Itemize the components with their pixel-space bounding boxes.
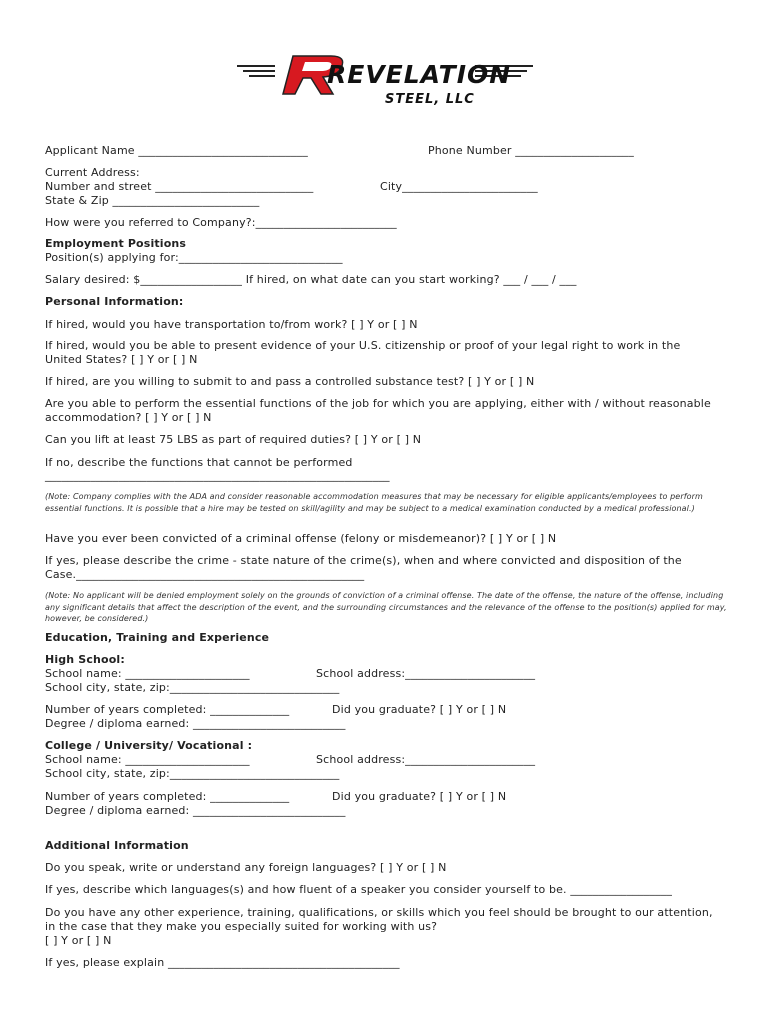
explain-field[interactable]: If yes, please explain _________________________________________ — [45, 956, 400, 969]
college-heading: College / University/ Vocational : — [45, 739, 253, 752]
hs-years-completed-field[interactable]: Number of years completed: ______________ — [45, 703, 290, 716]
functions-not-performed-field[interactable]: _____________________________________________________________ — [45, 469, 390, 482]
current-address-label: Current Address: — [45, 166, 140, 179]
personal-info-heading: Personal Information: — [45, 295, 184, 308]
phone-number-field[interactable]: Phone Number _____________________ — [428, 144, 634, 157]
functions-not-performed-label: If no, describe the functions that cannot be performed — [45, 456, 353, 469]
hs-school-address-field[interactable]: School address:_______________________ — [316, 667, 536, 680]
positions-field[interactable]: Position(s) applying for:_____________________________ — [45, 251, 343, 264]
col-years-completed-field[interactable]: Number of years completed: ______________ — [45, 790, 290, 803]
logo-main-text: REVELATION — [327, 60, 512, 89]
ada-note: (Note: Company complies with the ADA and consider reasonable accommodation measures that may be necessary for eligible applicants/employees to perform essential functions. It is possible that a hire may be tested on skill/agility and may be subject to a medical examination conducted by a medical professional.) — [45, 492, 703, 513]
applicant-name-field[interactable]: Applicant Name ______________________________ — [45, 144, 308, 157]
state-zip-field[interactable]: State & Zip __________________________ — [45, 194, 260, 207]
revelation-steel-logo — [235, 52, 535, 108]
employment-heading: Employment Positions — [45, 237, 187, 250]
col-graduate-question[interactable]: Did you graduate? [ ] Y or [ ] N — [332, 790, 507, 803]
citizenship-answer[interactable]: United States? [ ] Y or [ ] N — [45, 353, 198, 366]
other-experience-question: Do you have any other experience, training, qualifications, or skills which you feel should be brought to our attention, — [45, 906, 713, 919]
additional-info-heading: Additional Information — [45, 839, 189, 852]
other-experience-answer[interactable]: [ ] Y or [ ] N — [45, 934, 112, 947]
hs-degree-field[interactable]: Degree / diploma earned: ___________________________ — [45, 717, 346, 730]
conviction-question[interactable]: Have you ever been convicted of a criminal offense (felony or misdemeanor)? [ ] Y or [ ] N — [45, 532, 557, 545]
col-degree-field[interactable]: Degree / diploma earned: ___________________________ — [45, 804, 346, 817]
languages-detail-field[interactable]: If yes, describe which languages(s) and how fluent of a speaker you consider yourself to be. __________________ — [45, 883, 673, 896]
conviction-note: (Note: No applicant will be denied employment solely on the grounds of conviction of a criminal offense. The date of the offense, the nature of the offense, including any significant details that affect the description of the event, and the surrounding circumstances and the relevance of the offense to the position(s) applied for may, however, be considered.) — [45, 591, 727, 623]
transportation-question[interactable]: If hired, would you have transportation to/from work? [ ] Y or [ ] N — [45, 318, 418, 331]
hs-graduate-question[interactable]: Did you graduate? [ ] Y or [ ] N — [332, 703, 507, 716]
col-school-name-field[interactable]: School name: ______________________ — [45, 753, 250, 766]
col-school-address-field[interactable]: School address:_______________________ — [316, 753, 536, 766]
substance-test-question[interactable]: If hired, are you willing to submit to and pass a controlled substance test? [ ] Y or [ ] N — [45, 375, 535, 388]
city-field[interactable]: City________________________ — [380, 180, 538, 193]
col-city-state-zip-field[interactable]: School city, state, zip:______________________________ — [45, 767, 340, 780]
foreign-languages-question[interactable]: Do you speak, write or understand any foreign languages? [ ] Y or [ ] N — [45, 861, 447, 874]
hs-city-state-zip-field[interactable]: School city, state, zip:______________________________ — [45, 681, 340, 694]
street-field[interactable]: Number and street ____________________________ — [45, 180, 314, 193]
citizenship-question: If hired, would you be able to present evidence of your U.S. citizenship or proof of your legal right to work in the — [45, 339, 681, 352]
salary-start-date-field[interactable]: Salary desired: $__________________ If hired, on what date can you start working? ___ / ___ / ___ — [45, 273, 577, 286]
hs-school-name-field[interactable]: School name: ______________________ — [45, 667, 250, 680]
crime-description-label: If yes, please describe the crime - state nature of the crime(s), when and where convicted and disposition of the — [45, 554, 682, 567]
referral-field[interactable]: How were you referred to Company?:_________________________ — [45, 216, 397, 229]
education-heading: Education, Training and Experience — [45, 631, 270, 644]
other-experience-question-cont: in the case that they make you especially suited for working with us? — [45, 920, 438, 933]
logo-sub-text: STEEL, LLC — [385, 92, 475, 107]
essential-functions-answer[interactable]: accommodation? [ ] Y or [ ] N — [45, 411, 212, 424]
high-school-heading: High School: — [45, 653, 125, 666]
lift-question[interactable]: Can you lift at least 75 LBS as part of required duties? [ ] Y or [ ] N — [45, 433, 422, 446]
crime-description-field[interactable]: Case.___________________________________________________ — [45, 568, 365, 581]
essential-functions-question: Are you able to perform the essential functions of the job for which you are applying, either with / without reasonable — [45, 397, 711, 410]
